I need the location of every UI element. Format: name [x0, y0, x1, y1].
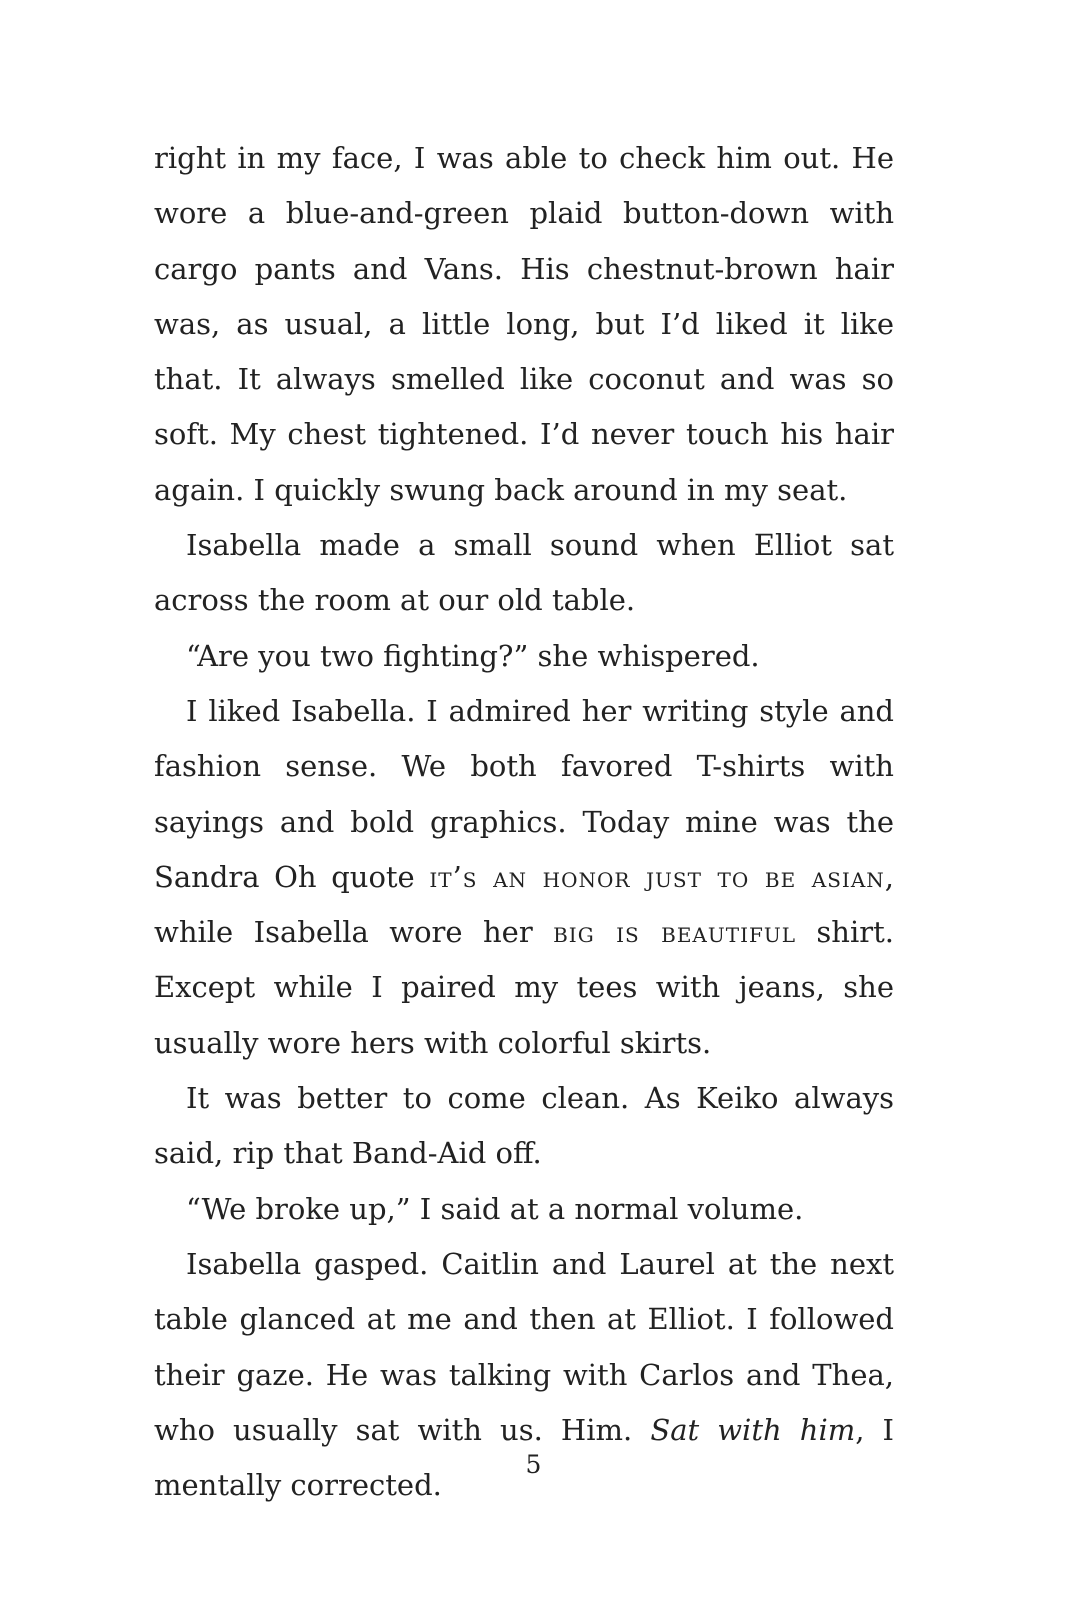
text-run: , I mentally corrected. — [154, 1412, 894, 1503]
text-run: Isabella made a small sound when Elliot sat across the room at our old table. — [154, 528, 894, 618]
text-run: right in my face, I was able to check him out. He wore a blue-and-green plaid button-down with cargo pants and Vans. His chestnut-brown hair was, as usual, a little long, but I’d liked it like that. It always smelled like coconut and was so soft. My chest tightened. I’d never touch his hair again. I quickly swung back around in my seat. — [154, 141, 894, 507]
text-run: “We broke up,” I said at a normal volume. — [186, 1191, 804, 1226]
emphasis-text: Sat with him — [650, 1412, 856, 1447]
paragraph — [154, 629, 894, 684]
text-run: , while Isabella wore her — [154, 859, 894, 950]
text-run: Isabella gasped. Caitlin and Laurel at the next table glanced at me and then at Elliot. I followed their gaze. He was talking with Carlos and Thea, who usually sat with us. Him. — [154, 1246, 894, 1447]
text-run: “Are you two fighting?” she whispered. — [186, 638, 760, 673]
paragraph — [154, 518, 894, 629]
text-run: It was better to come clean. As Keiko always said, rip that Band-Aid off. — [154, 1081, 894, 1171]
text-run: shirt. Except while I paired my tees with jeans, she usually wore hers with colorful skirts. — [154, 915, 894, 1060]
paragraph — [154, 1182, 894, 1237]
paragraph — [154, 131, 894, 518]
page-number: 5 — [525, 1450, 542, 1479]
paragraph — [154, 1071, 894, 1182]
shirt-slogan: it’s an honor just to be asian — [429, 859, 885, 894]
text-run: I liked Isabella. I admired her writing style and fashion sense. We both favored T-shirts with sayings and bold graphics. Today mine was the Sandra Oh quote — [154, 693, 894, 894]
shirt-slogan: big is beautiful — [553, 915, 796, 950]
body-text — [154, 131, 894, 1513]
paragraph — [154, 684, 894, 1071]
